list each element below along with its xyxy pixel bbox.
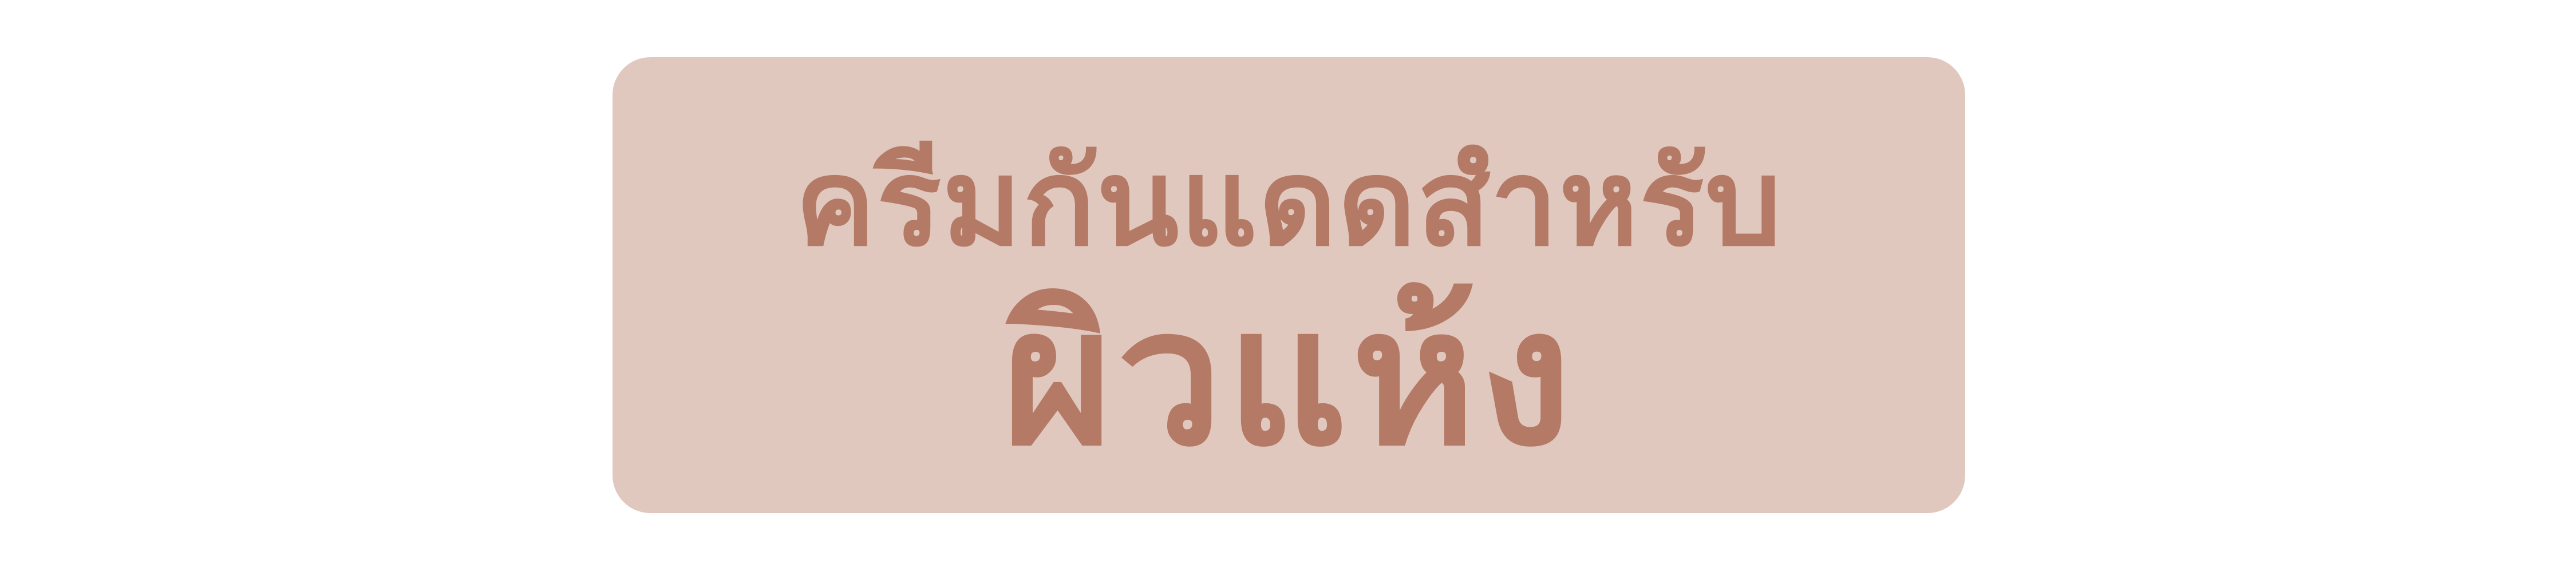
headline-line-2: ผิวแห้ง xyxy=(1002,268,1575,487)
title-banner xyxy=(613,57,1965,513)
headline-line-1: ครีมกันแดดสำหรับ xyxy=(795,133,1783,273)
